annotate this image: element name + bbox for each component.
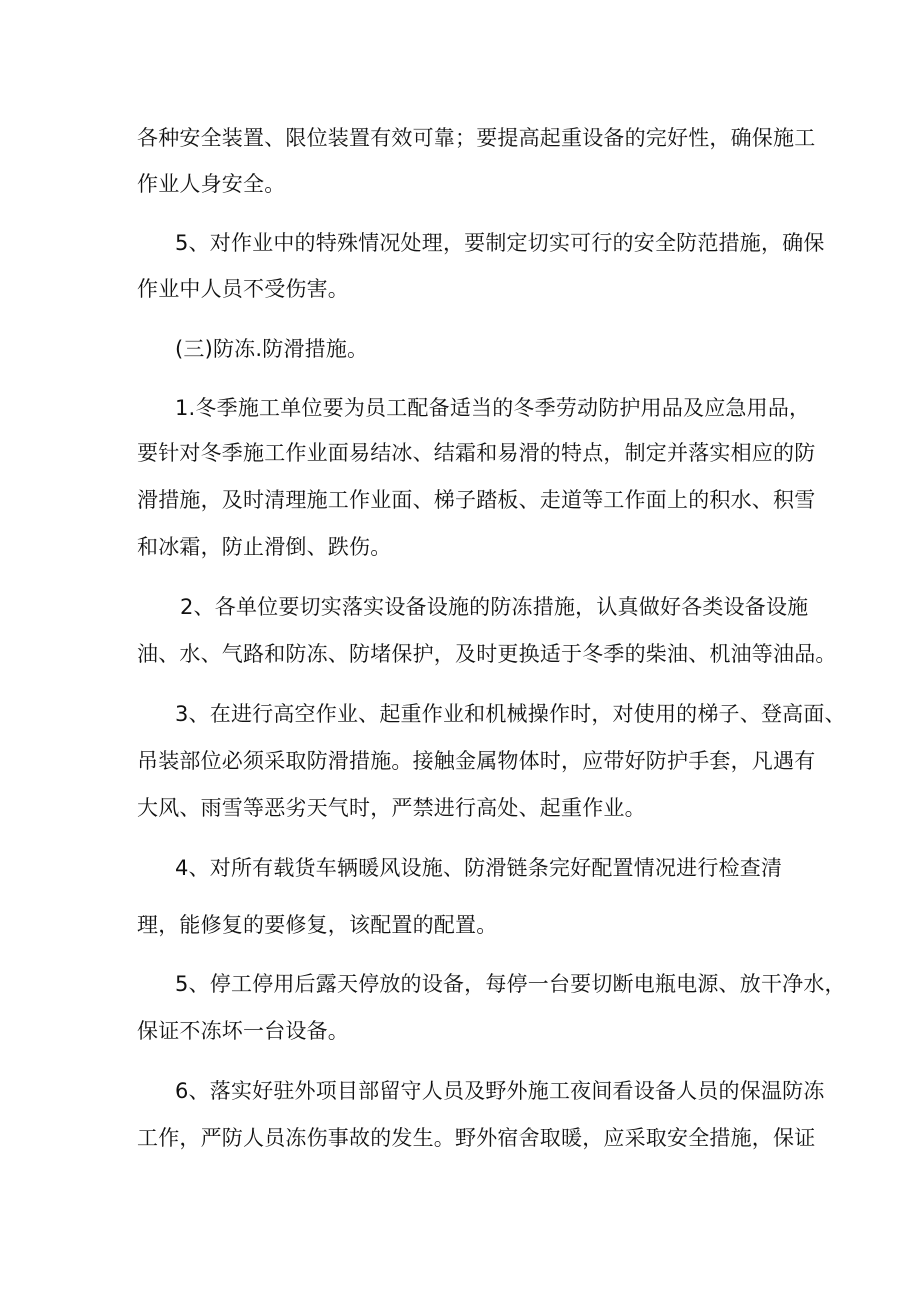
text-line: 滑措施，及时清理施工作业面、梯子踏板、走道等工作面上的积水、积雪 xyxy=(137,488,816,512)
text-line: 作业人身安全。 xyxy=(137,172,286,196)
text-line: 1.冬季施工单位要为员工配备适当的冬季劳动防护用品及应急用品， xyxy=(175,396,811,420)
text-line: 6、落实好驻外项目部留守人员及野外施工夜间看设备人员的保温防冻 xyxy=(175,1079,825,1103)
text-line: 作业中人员不受伤害。 xyxy=(137,277,349,301)
section-heading: (三)防冻.防滑措施。 xyxy=(175,337,369,361)
text-line: 油、水、气路和防冻、防堵保护，及时更换适于冬季的柴油、机油等油品。 xyxy=(137,642,837,666)
text-line: 和冰霜，防止滑倒、跌伤。 xyxy=(137,535,392,559)
text-line: 保证不冻坏一台设备。 xyxy=(137,1019,349,1043)
text-line: 5、对作业中的特殊情况处理，要制定切实可行的安全防范措施，确保 xyxy=(175,231,825,255)
text-line: 4、对所有载货车辆暖风设施、防滑链条完好配置情况进行检查清 xyxy=(175,856,783,880)
text-line: 要针对冬季施工作业面易结冰、结霜和易滑的特点，制定并落实相应的防 xyxy=(137,441,816,465)
text-line: 理，能修复的要修复，该配置的配置。 xyxy=(137,913,498,937)
text-line: 各种安全装置、限位装置有效可靠；要提高起重设备的完好性，确保施工 xyxy=(137,126,816,150)
text-line: 大风、雨雪等恶劣天气时，严禁进行高处、起重作业。 xyxy=(137,796,646,820)
text-line: 吊装部位必须采取防滑措施。接触金属物体时，应带好防护手套，凡遇有 xyxy=(137,749,816,773)
text-line: 5、停工停用后露天停放的设备，每停一台要切断电瓶电源、放干净水， xyxy=(175,972,846,996)
text-line: 3、在进行高空作业、起重作业和机械操作时，对使用的梯子、登高面、 xyxy=(175,702,846,726)
text-line: 2、各单位要切实落实设备设施的防冻措施，认真做好各类设备设施 xyxy=(180,595,809,619)
text-line: 工作，严防人员冻伤事故的发生。野外宿舍取暖，应采取安全措施，保证 xyxy=(137,1126,816,1150)
